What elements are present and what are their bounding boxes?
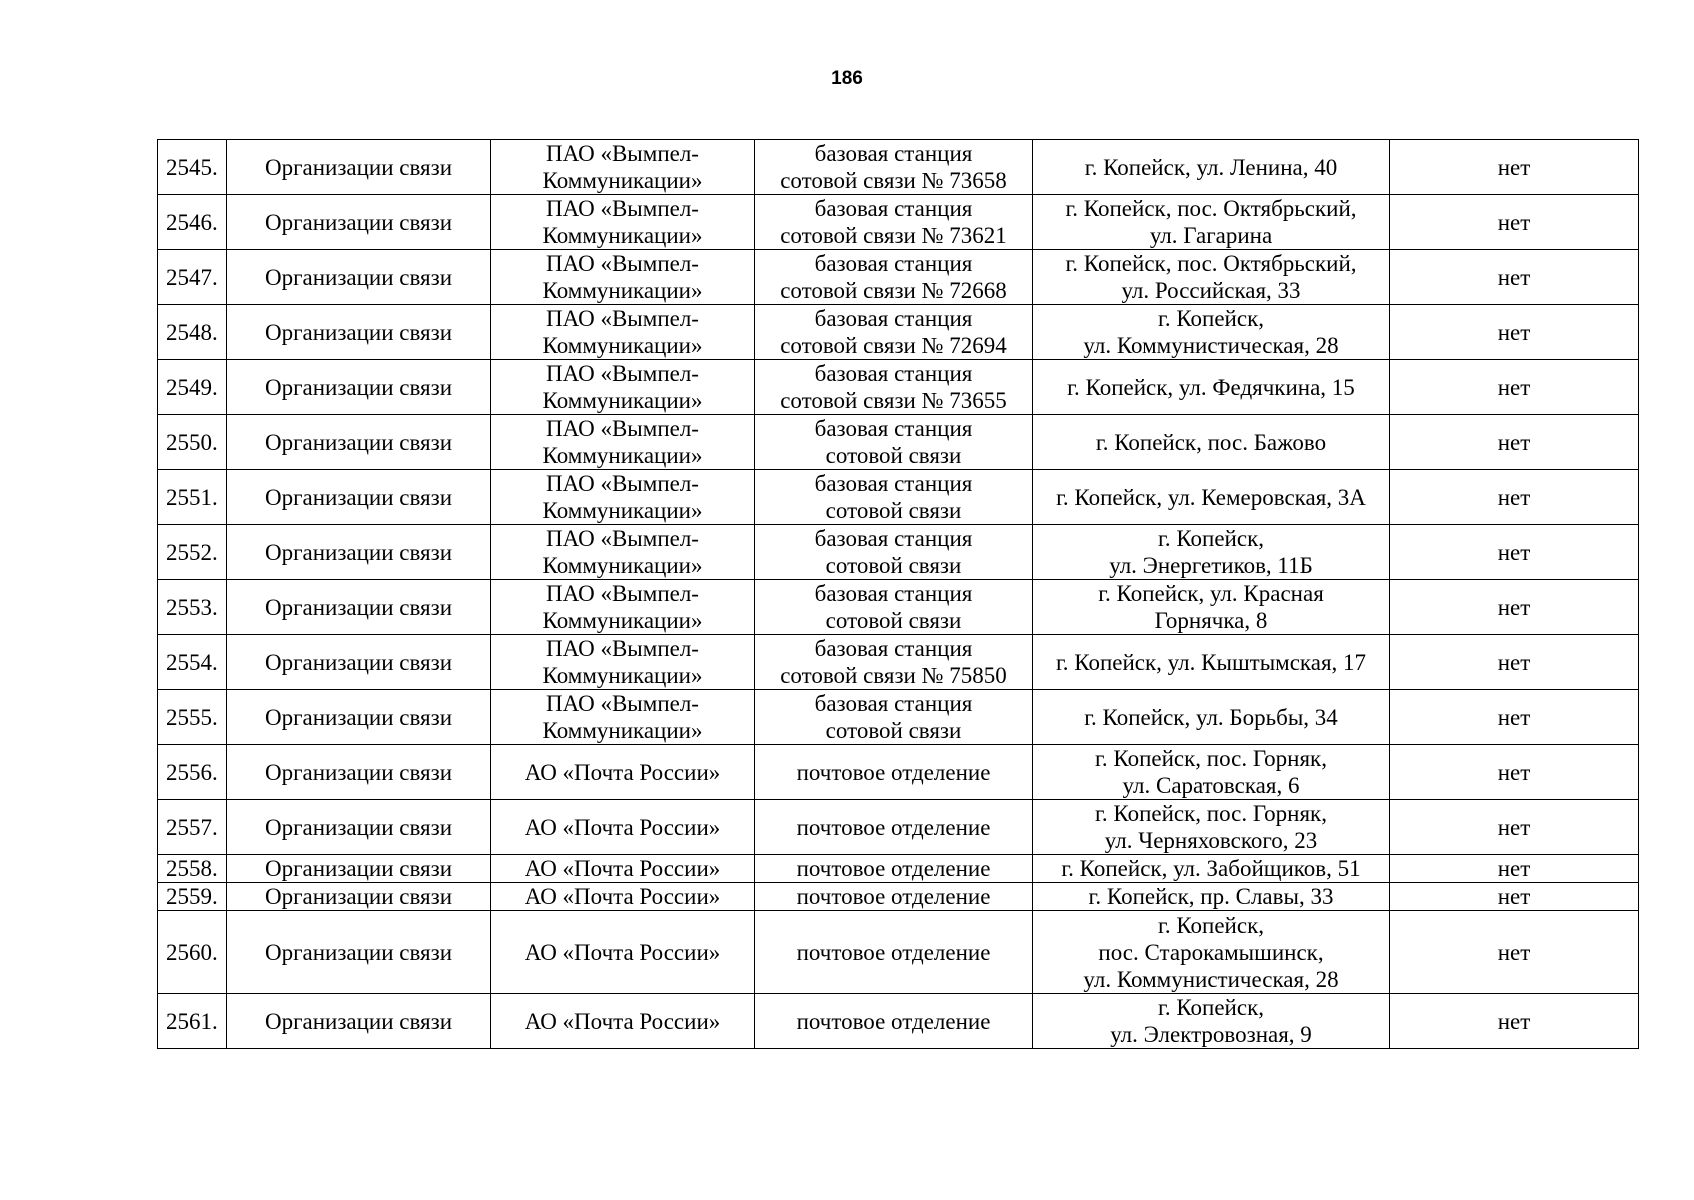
address-cell [1033,360,1390,415]
row-number-cell-text: 2551. [166,484,218,510]
category-cell-text: Организации связи [264,319,453,345]
table-row [158,855,1639,883]
row-number-cell [158,883,227,911]
organization-cell [491,855,755,883]
object-cell-line: базовая станция [814,306,973,331]
category-cell [227,305,491,360]
row-number-cell-text: 2550. [166,429,218,455]
organization-cell-line: Коммуникации» [542,608,703,633]
organization-cell-line: АО «Почта России» [524,884,721,909]
row-number-cell [158,911,227,994]
organization-cell [491,635,755,690]
status-cell-text: нет [1497,649,1531,675]
object-cell-line: базовая станция [814,361,973,386]
category-cell-text: Организации связи [264,814,453,840]
organization-cell-line: Коммуникации» [542,278,703,303]
category-cell [227,140,491,195]
category-cell-text: Организации связи [264,154,453,180]
category-cell [227,525,491,580]
object-cell [755,525,1033,580]
object-cell [755,580,1033,635]
organization-cell-line: ПАО «Вымпел- [546,141,699,166]
status-cell [1390,140,1639,195]
category-cell [227,635,491,690]
address-cell-line: г. Копейск, пос. Бажово [1095,429,1327,455]
row-number-cell [158,635,227,690]
table-row [158,690,1639,745]
row-number-cell-text: 2554. [166,649,218,675]
status-cell [1390,994,1639,1049]
address-cell [1033,195,1390,250]
table-row [158,911,1639,994]
object-cell-line: сотовой связи № 73655 [780,388,1007,413]
organization-cell-line: АО «Почта России» [524,1008,721,1034]
status-cell-text: нет [1497,814,1531,840]
organization-cell-line: Коммуникации» [542,498,703,523]
object-cell-line: базовая станция [814,526,973,551]
address-cell [1033,250,1390,305]
row-number-cell-text: 2549. [166,374,218,400]
row-number-cell [158,745,227,800]
row-number-cell [158,580,227,635]
address-cell-line: ул. Саратовская, 6 [1122,773,1300,798]
address-cell [1033,415,1390,470]
table-row [158,140,1639,195]
table-row [158,470,1639,525]
row-number-cell [158,140,227,195]
category-cell [227,745,491,800]
category-cell [227,360,491,415]
object-cell-line: сотовой связи № 72694 [780,333,1007,358]
row-number-cell [158,855,227,883]
organization-cell [491,911,755,994]
organization-cell [491,250,755,305]
status-cell-text: нет [1497,539,1531,565]
status-cell [1390,883,1639,911]
object-cell [755,305,1033,360]
category-cell-text: Организации связи [264,484,453,510]
table-row [158,250,1639,305]
table-row [158,745,1639,800]
organization-cell [491,140,755,195]
object-cell-line: сотовой связи № 72668 [780,278,1007,303]
organization-cell-line: АО «Почта России» [524,939,721,965]
address-cell [1033,525,1390,580]
object-cell [755,855,1033,883]
address-cell-line: Горнячка, 8 [1154,608,1268,633]
address-cell-line: г. Копейск, ул. Кыштымская, 17 [1055,649,1367,675]
organization-cell [491,415,755,470]
row-number-cell-text: 2561. [166,1008,218,1034]
status-cell-text: нет [1497,209,1531,235]
category-cell [227,690,491,745]
object-cell-line: базовая станция [814,636,973,661]
address-cell [1033,470,1390,525]
row-number-cell [158,994,227,1049]
row-number-cell [158,415,227,470]
address-cell-line: ул. Электровозная, 9 [1110,1022,1312,1047]
organization-cell [491,360,755,415]
object-cell-line: почтовое отделение [796,814,991,840]
category-cell-text: Организации связи [264,649,453,675]
object-cell-line: сотовой связи [825,608,962,633]
row-number-cell-text: 2553. [166,594,218,620]
object-cell-line: сотовой связи [825,718,962,743]
row-number-cell [158,250,227,305]
address-cell [1033,305,1390,360]
address-cell-line: г. Копейск, [1158,526,1264,551]
address-cell-line: ул. Коммунистическая, 28 [1083,333,1339,358]
address-cell-line: г. Копейск, [1158,995,1264,1020]
object-cell-line: базовая станция [814,251,973,276]
status-cell-text: нет [1497,884,1531,909]
address-cell-line: г. Копейск, ул. Борьбы, 34 [1084,704,1338,730]
object-cell-line: сотовой связи № 75850 [780,663,1007,688]
object-cell-line: базовая станция [814,581,973,606]
address-cell-line: ул. Российская, 33 [1121,278,1301,303]
table-row [158,800,1639,855]
address-cell-line: г. Копейск, [1158,306,1264,331]
table-row [158,635,1639,690]
organization-cell [491,195,755,250]
row-number-cell-text: 2547. [166,264,218,290]
address-cell-line: г. Копейск, пр. Славы, 33 [1088,884,1334,909]
address-cell-line: пос. Старокамышинск, [1098,939,1324,965]
status-cell [1390,580,1639,635]
object-cell-line: базовая станция [814,141,973,166]
organization-cell-line: ПАО «Вымпел- [546,251,699,276]
status-cell [1390,470,1639,525]
status-cell [1390,855,1639,883]
status-cell-text: нет [1497,939,1531,965]
object-cell [755,195,1033,250]
address-cell [1033,800,1390,855]
address-cell [1033,690,1390,745]
status-cell [1390,911,1639,994]
row-number-cell [158,195,227,250]
organization-cell-line: ПАО «Вымпел- [546,361,699,386]
object-cell-line: базовая станция [814,691,973,716]
address-cell-line: г. Копейск, [1158,912,1264,938]
status-cell-text: нет [1497,264,1531,290]
organization-cell-line: Коммуникации» [542,443,703,468]
row-number-cell [158,470,227,525]
page-number: 186 [831,68,863,89]
category-cell-text: Организации связи [264,539,453,565]
row-number-cell-text: 2546. [166,209,218,235]
organization-cell-line: ПАО «Вымпел- [546,581,699,606]
category-cell [227,250,491,305]
status-cell-text: нет [1497,594,1531,620]
status-cell-text: нет [1497,856,1531,881]
object-cell-line: почтовое отделение [796,759,991,785]
object-cell [755,470,1033,525]
object-cell [755,415,1033,470]
object-cell [755,800,1033,855]
organization-cell-line: ПАО «Вымпел- [546,416,699,441]
object-cell [755,250,1033,305]
row-number-cell [158,525,227,580]
object-cell-line: сотовой связи [825,553,962,578]
address-cell-line: г. Копейск, ул. Красная [1098,581,1324,606]
organization-cell [491,745,755,800]
category-cell-text: Организации связи [264,939,453,965]
status-cell [1390,690,1639,745]
category-cell-text: Организации связи [264,884,453,909]
row-number-cell [158,360,227,415]
category-cell [227,415,491,470]
category-cell [227,911,491,994]
table-row [158,525,1639,580]
address-cell-line: г. Копейск, ул. Ленина, 40 [1084,154,1338,180]
category-cell [227,470,491,525]
object-cell-line: сотовой связи № 73621 [780,223,1007,248]
organization-cell-line: АО «Почта России» [524,856,721,881]
address-cell [1033,635,1390,690]
address-cell-line: ул. Энергетиков, 11Б [1109,553,1313,578]
address-cell-line: ул. Черняховского, 23 [1104,828,1318,853]
row-number-cell-text: 2557. [166,814,218,840]
organization-cell-line: ПАО «Вымпел- [546,526,699,551]
row-number-cell [158,800,227,855]
organization-cell-line: Коммуникации» [542,168,703,193]
organization-cell [491,800,755,855]
organization-cell-line: ПАО «Вымпел- [546,306,699,331]
address-cell [1033,911,1390,994]
category-cell [227,994,491,1049]
row-number-cell-text: 2560. [166,939,218,965]
address-cell [1033,883,1390,911]
row-number-cell-text: 2552. [166,539,218,565]
row-number-cell-text: 2559. [166,884,218,909]
status-cell-text: нет [1497,319,1531,345]
status-cell [1390,250,1639,305]
address-cell-line: г. Копейск, ул. Федячкина, 15 [1067,374,1355,400]
object-cell-line: почтовое отделение [796,1008,991,1034]
table-row [158,360,1639,415]
object-cell-line: сотовой связи [825,498,962,523]
category-cell [227,800,491,855]
address-cell [1033,855,1390,883]
organization-cell [491,690,755,745]
organization-cell-line: ПАО «Вымпел- [546,196,699,221]
status-cell [1390,635,1639,690]
status-cell-text: нет [1497,484,1531,510]
organization-cell-line: АО «Почта России» [524,814,721,840]
object-cell-line: базовая станция [814,196,973,221]
organization-cell-line: Коммуникации» [542,388,703,413]
object-cell [755,745,1033,800]
table-body [158,140,1639,1049]
address-cell-line: г. Копейск, пос. Октябрьский, [1065,251,1357,276]
organization-cell-line: АО «Почта России» [524,759,721,785]
row-number-cell [158,305,227,360]
row-number-cell [158,690,227,745]
status-cell-text: нет [1497,429,1531,455]
status-cell [1390,360,1639,415]
status-cell [1390,195,1639,250]
object-cell-line: базовая станция [814,416,973,441]
organization-cell-line: Коммуникации» [542,553,703,578]
status-cell-text: нет [1497,1008,1531,1034]
address-cell [1033,745,1390,800]
category-cell [227,855,491,883]
row-number-cell-text: 2558. [166,856,218,881]
address-cell [1033,580,1390,635]
address-cell-line: г. Копейск, ул. Кемеровская, 3А [1056,484,1366,510]
object-cell-line: почтовое отделение [796,884,991,909]
organization-cell [491,580,755,635]
object-cell [755,994,1033,1049]
table-row [158,580,1639,635]
object-cell [755,635,1033,690]
address-cell-line: г. Копейск, пос. Горняк, [1095,801,1327,826]
category-cell-text: Организации связи [264,264,453,290]
address-cell-line: ул. Коммунистическая, 28 [1083,966,1339,992]
status-cell [1390,415,1639,470]
organization-cell [491,470,755,525]
category-cell [227,195,491,250]
organization-cell-line: Коммуникации» [542,333,703,358]
address-cell [1033,994,1390,1049]
object-cell [755,911,1033,994]
table-row [158,305,1639,360]
organization-cell-line: ПАО «Вымпел- [546,636,699,661]
category-cell-text: Организации связи [264,594,453,620]
category-cell-text: Организации связи [264,1008,453,1034]
organization-cell-line: Коммуникации» [542,223,703,248]
category-cell-text: Организации связи [264,759,453,785]
status-cell-text: нет [1497,704,1531,730]
object-cell-line: почтовое отделение [796,939,991,965]
status-cell-text: нет [1497,759,1531,785]
status-cell [1390,525,1639,580]
address-cell [1033,140,1390,195]
object-cell-line: базовая станция [814,471,973,496]
table-row [158,883,1639,911]
object-cell-line: почтовое отделение [796,856,991,881]
address-cell-line: г. Копейск, ул. Забойщиков, 51 [1061,856,1361,881]
status-cell [1390,745,1639,800]
status-cell-text: нет [1497,374,1531,400]
organization-cell-line: Коммуникации» [542,663,703,688]
object-cell-line: сотовой связи № 73658 [780,168,1007,193]
objects-table [157,139,1639,1049]
organization-cell [491,994,755,1049]
table-row [158,195,1639,250]
category-cell-text: Организации связи [264,374,453,400]
organization-cell-line: ПАО «Вымпел- [546,471,699,496]
object-cell [755,360,1033,415]
category-cell-text: Организации связи [264,429,453,455]
category-cell-text: Организации связи [264,209,453,235]
row-number-cell-text: 2555. [166,704,218,730]
category-cell-text: Организации связи [264,856,453,881]
table-row [158,994,1639,1049]
organization-cell [491,883,755,911]
status-cell [1390,305,1639,360]
object-cell-line: сотовой связи [825,443,962,468]
address-cell-line: г. Копейск, пос. Горняк, [1095,746,1327,771]
table-row [158,415,1639,470]
organization-cell [491,525,755,580]
organization-cell-line: ПАО «Вымпел- [546,691,699,716]
address-cell-line: г. Копейск, пос. Октябрьский, [1065,196,1357,221]
category-cell [227,580,491,635]
row-number-cell-text: 2545. [166,154,218,180]
row-number-cell-text: 2556. [166,759,218,785]
category-cell-text: Организации связи [264,704,453,730]
status-cell [1390,800,1639,855]
status-cell-text: нет [1497,154,1531,180]
object-cell [755,690,1033,745]
row-number-cell-text: 2548. [166,319,218,345]
organization-cell-line: Коммуникации» [542,718,703,743]
object-cell [755,883,1033,911]
object-cell [755,140,1033,195]
category-cell [227,883,491,911]
address-cell-line: ул. Гагарина [1149,223,1273,248]
organization-cell [491,305,755,360]
